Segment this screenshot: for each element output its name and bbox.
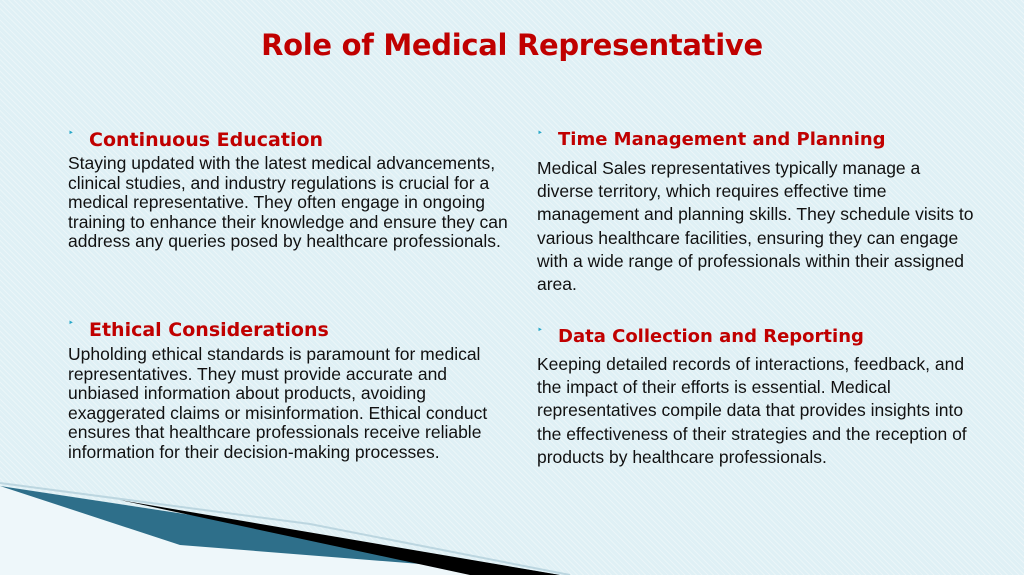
bullet-icon: ‣ — [68, 318, 74, 329]
swoosh-blue-band — [0, 486, 560, 575]
swoosh-line — [0, 483, 570, 575]
swoosh-highlight — [0, 486, 560, 575]
bullet-icon: ‣ — [537, 325, 543, 336]
section-body-time-management: Medical Sales representatives typically manage a diverse territory, which requires effective time management and planning skills. They schedule visits to various healthcare facilities, ensuring they can engage with a wide range of professionals within their assigned area. — [537, 158, 974, 295]
section-heading-data-collection: Data Collection and Reporting — [558, 326, 864, 347]
bullet-icon: ‣ — [537, 128, 543, 139]
section-heading-time-management: Time Management and Planning — [558, 129, 886, 150]
section-body-data-collection: Keeping detailed records of interactions, feedback, and the impact of their efforts is essential. Medical representatives compile data that provides insights into the effectiveness of their strategies and the reception of products by healthcare professionals. — [537, 354, 967, 467]
section-heading-ethical-considerations: Ethical Considerations — [89, 319, 329, 341]
swoosh-base — [0, 486, 575, 575]
swoosh-black-band — [120, 500, 560, 575]
slide-title: Role of Medical Representative — [261, 28, 763, 62]
section-heading-continuous-education: Continuous Education — [89, 129, 324, 151]
bullet-icon: ‣ — [68, 128, 74, 139]
section-body-ethical-considerations: Upholding ethical standards is paramount for medical representatives. They must provide accurate and unbiased information about products, avoiding exaggerated claims or misinformation. Ethical conduct ensures that healthcare professionals receive reliable information for their decision-making processes. — [68, 344, 488, 462]
section-body-continuous-education: Staying updated with the latest medical advancements, clinical studies, and industry regulations is crucial for a medical representative. They often engage in ongoing training to enhance their knowledge and ensure they can address any queries posed by healthcare professionals. — [68, 153, 508, 252]
